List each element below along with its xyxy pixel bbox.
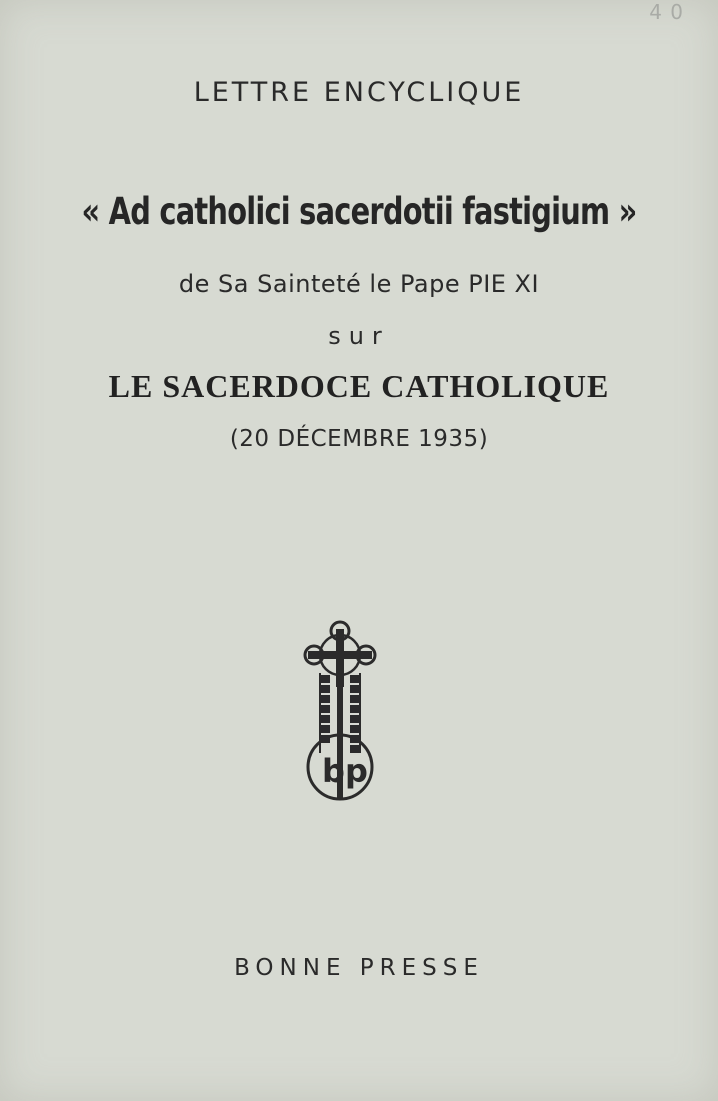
publisher-name: BONNE PRESSE [234, 955, 484, 981]
document-kind: LETTRE ENCYCLIQUE [193, 77, 525, 108]
encyclical-date: (20 DÉCEMBRE 1935) [229, 426, 489, 452]
pencil-mark: 4 0 [649, 0, 684, 24]
encyclical-title: « Ad catholici sacerdotii fastigium » [81, 190, 637, 233]
author-byline: de Sa Sainteté le Pape PIE XI [178, 270, 540, 298]
encyclical-subject: LE SACERDOCE CATHOLIQUE [108, 368, 610, 404]
bonne-presse-cross-logo-icon [300, 617, 380, 807]
connector-word: sur [328, 322, 390, 350]
logo-monogram-p: p [345, 752, 368, 790]
logo-monogram-b: b [322, 752, 345, 790]
